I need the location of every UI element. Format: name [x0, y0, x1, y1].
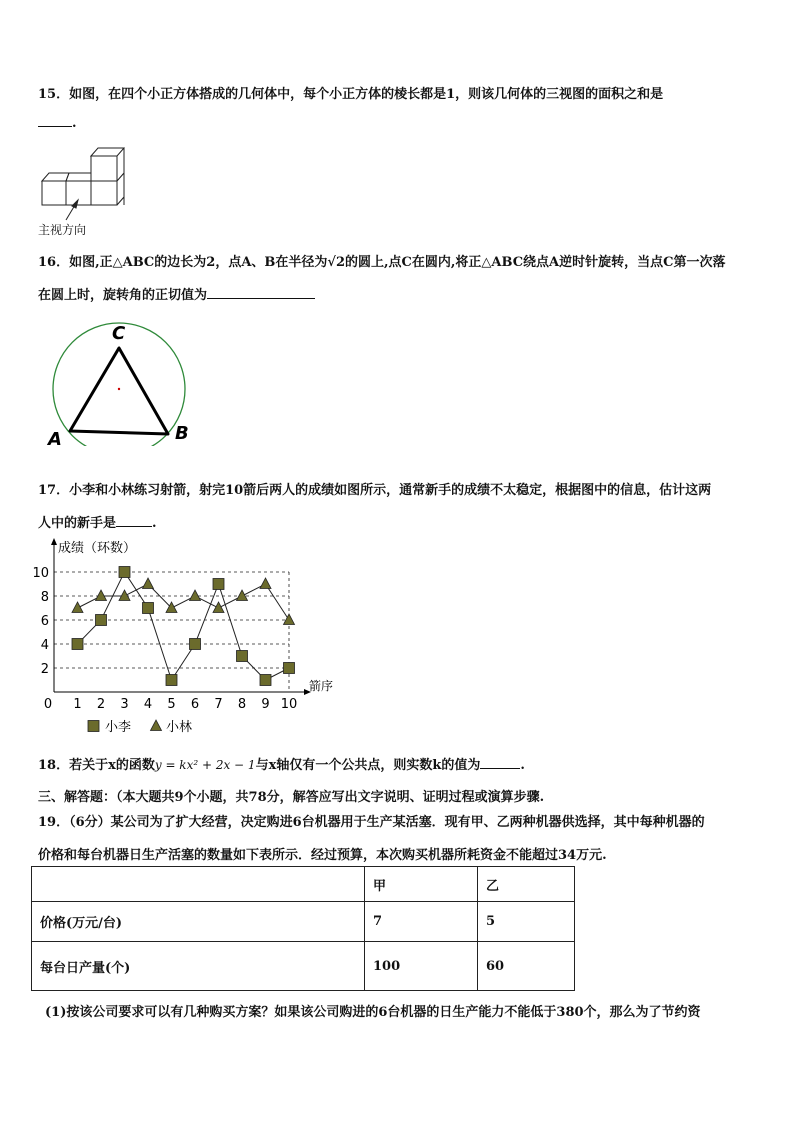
table-cell: 60 [478, 942, 575, 991]
cube-edge [117, 197, 124, 205]
cube-front-face [91, 156, 117, 181]
answer-blank [116, 526, 152, 527]
legend-marker-triangle [151, 720, 162, 731]
y-tick-label: 10 [32, 566, 49, 581]
label-c: C [112, 323, 126, 344]
circle-center [118, 388, 120, 390]
data-point-square [284, 663, 295, 674]
table-cell: 100 [365, 942, 478, 991]
x-tick-label: 10 [280, 697, 298, 712]
y-axis-arrow [51, 538, 57, 545]
data-point-triangle [143, 578, 154, 589]
table-header-cell: 甲 [365, 867, 478, 902]
q17-line2-end: . [152, 516, 157, 531]
triangle-abc [70, 348, 168, 434]
data-point-square [260, 675, 271, 686]
arrow-head [72, 200, 78, 208]
x-tick-label: 7 [214, 697, 223, 712]
data-point-square [190, 639, 201, 650]
section-heading: 三、解答题：（本大题共9个小题，共78分，解答应写出文字说明、证明过程或演算步骤. [38, 790, 545, 805]
data-point-square [213, 579, 224, 590]
data-point-triangle [119, 590, 130, 601]
data-point-square [96, 615, 107, 626]
q15-line2-end: . [72, 116, 77, 131]
y-tick-label: 6 [40, 614, 49, 629]
x-tick-label: 0 [43, 697, 53, 712]
cube-front-face [91, 181, 117, 205]
q17-line2 [38, 512, 157, 531]
circle-triangle-figure [44, 318, 204, 446]
cube-top-face [42, 173, 69, 181]
answer-blank [207, 298, 315, 299]
legend-marker-square [88, 721, 99, 732]
x-tick-label: 6 [190, 697, 200, 712]
data-point-square [72, 639, 83, 650]
answer-blank [480, 768, 520, 769]
cube-edge [117, 173, 124, 181]
table-cell: 价格(万元/台) [32, 902, 365, 942]
legend-label: 小林 [166, 720, 193, 735]
table-cell: 7 [365, 902, 478, 942]
data-point-triangle [284, 614, 295, 625]
view-direction-label: 主视方向 [38, 223, 87, 237]
q17-line1: 17．小李和小林练习射箭，射完10箭后两人的成绩如图所示，通常新手的成绩不太稳定，根据图中的信息，估计这两 [38, 483, 712, 498]
q18-function: y = kx² + 2x − 1 [154, 758, 256, 772]
label-b: B [175, 423, 189, 444]
table-header-row [32, 867, 575, 902]
table-row [32, 902, 575, 942]
y-tick-label: 2 [40, 662, 49, 677]
machine-table [31, 866, 575, 991]
q16-line2 [38, 284, 315, 303]
q19-line2: 价格和每台机器日生产活塞的数量如下表所示．经过预算，本次购买机器所耗资金不能超过34万元. [38, 848, 607, 863]
x-tick-label: 5 [167, 697, 176, 712]
q15-line2 [38, 116, 77, 131]
q16-line2-text: 在圆上时，旋转角的正切值为 [38, 288, 208, 303]
x-tick-label: 1 [73, 697, 82, 712]
data-point-square [237, 651, 248, 662]
cube-front-face [42, 181, 66, 205]
q19-line1: 19．（6分）某公司为了扩大经营，决定购进6台机器用于生产某活塞．现有甲、乙两种机器供选择，其中每种机器的 [38, 815, 705, 830]
q18-line [38, 754, 525, 773]
data-point-square [166, 675, 177, 686]
data-point-square [119, 567, 130, 578]
q18-prefix: 18．若关于x的函数 [38, 758, 155, 773]
legend-label: 小李 [105, 720, 132, 735]
q16-line1: 16．如图,正△ABC的边长为2，点A、B在半径为√2的圆上,点C在圆内,将正△ABC绕点A逆时针旋转，当点C第一次落 [38, 255, 726, 270]
label-a: A [48, 429, 62, 446]
q17-line2-text: 人中的新手是 [38, 516, 117, 531]
x-axis-label: 箭序 [309, 679, 334, 693]
x-tick-label: 8 [237, 697, 247, 712]
q19-part1: (1)按该公司要求可以有几种购买方案？如果该公司购进的6台机器的日生产能力不能低于380个，那么为了节约资 [45, 1005, 701, 1020]
data-point-triangle [72, 602, 83, 613]
q18-middle: 与x轴仅有一个公共点，则实数k的值为 [255, 758, 481, 773]
x-tick-label: 9 [261, 697, 270, 712]
answer-blank [38, 126, 72, 127]
x-tick-label: 4 [143, 697, 153, 712]
cube-top-face [91, 148, 124, 156]
table-cell: 每台日产量(个) [32, 942, 365, 991]
y-tick-label: 8 [40, 590, 49, 605]
series-line [78, 584, 290, 620]
data-point-square [143, 603, 154, 614]
x-tick-label: 3 [120, 697, 129, 712]
q15-line1: 15．如图，在四个小正方体搭成的几何体中，每个小正方体的棱长都是1，则该几何体的三视图的面积之和是 [38, 87, 664, 102]
q18-end: . [520, 758, 525, 773]
score-chart [30, 534, 350, 742]
data-point-triangle [96, 590, 107, 601]
table-cell: 5 [478, 902, 575, 942]
x-tick-label: 2 [96, 697, 106, 712]
data-point-triangle [190, 590, 201, 601]
table-header-cell [32, 867, 365, 902]
data-point-triangle [237, 590, 248, 601]
cube-front-face [66, 181, 91, 205]
y-axis-label: 成绩（环数） [58, 541, 137, 556]
y-tick-label: 4 [40, 638, 49, 653]
table-row [32, 942, 575, 991]
cube-top-face [66, 173, 91, 181]
table-header-cell: 乙 [478, 867, 575, 902]
data-point-triangle [213, 602, 224, 613]
data-point-triangle [260, 578, 271, 589]
